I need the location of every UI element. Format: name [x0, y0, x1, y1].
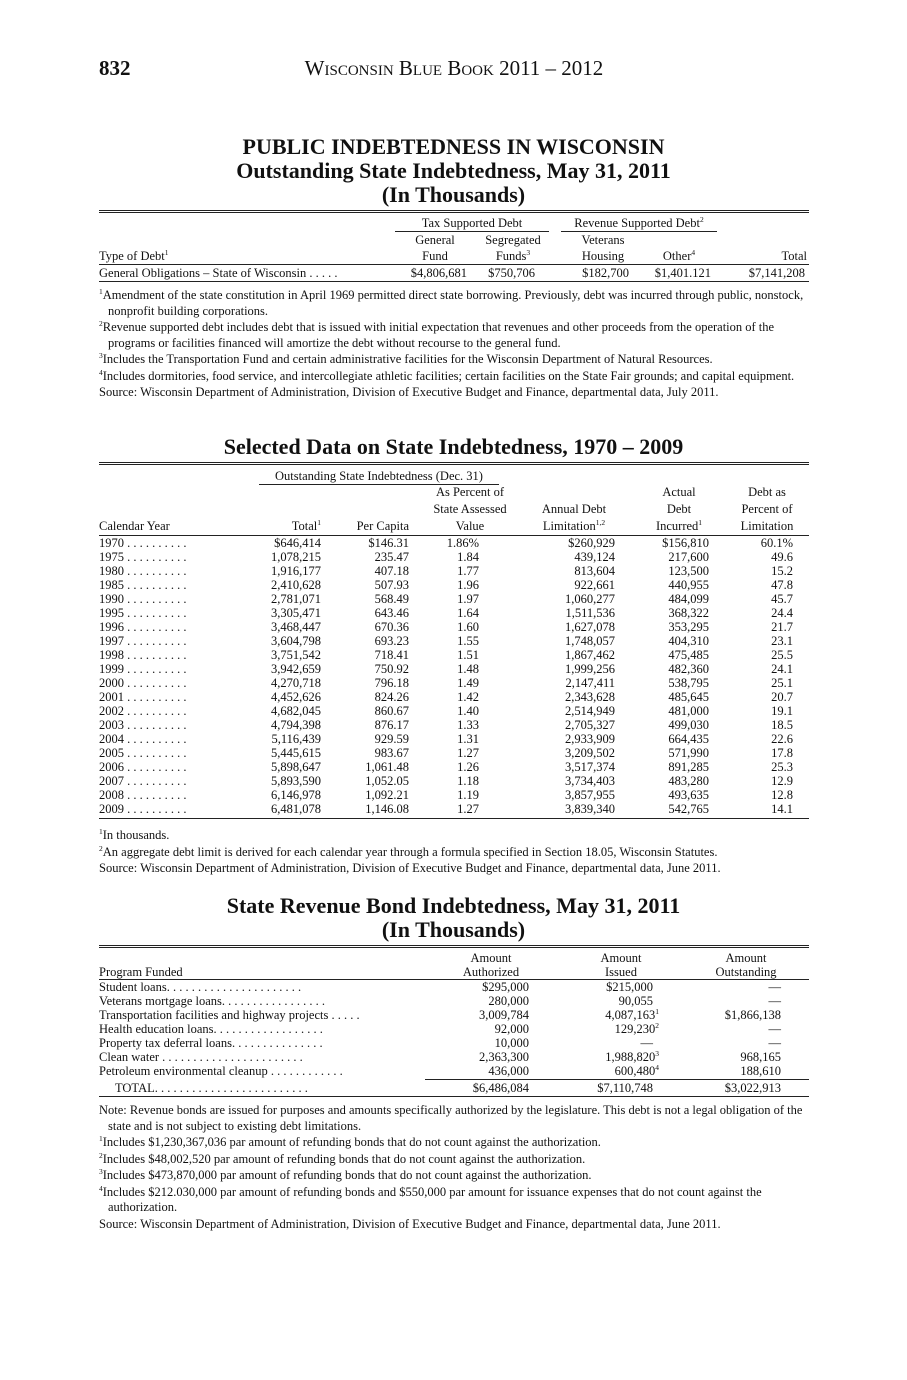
header-actual-3: Incurred$^1$ [655, 518, 703, 533]
table-cell: 25.1 [771, 676, 793, 690]
table-row [99, 620, 809, 632]
table-cell: 12.8 [771, 788, 793, 802]
table-cell: 568.49 [374, 592, 409, 606]
table-cell: 407.18 [374, 564, 409, 578]
section3-title: State Revenue Bond Indebtedness, May 31, 2011 [226, 893, 681, 918]
table-cell: 1,627,078 [565, 620, 615, 634]
cell-outstanding: $1,866,138 [724, 1008, 781, 1022]
table-cell: 22.6 [771, 732, 793, 746]
table-row [99, 550, 809, 562]
table-row [99, 774, 809, 786]
cell-issued: 1,988,820$^3$ [605, 1049, 659, 1064]
table-cell: 2,514,949 [565, 704, 615, 718]
footnote: $^4$Includes dormitories, food service, and intercollegiate athletic facilities; certain facilities on the State Fair grounds; and capital equipment. [99, 367, 795, 383]
header-pct-1: As Percent of [435, 485, 505, 499]
header-program-funded: Program Funded [99, 965, 183, 979]
header-actual-1: Actual [662, 485, 696, 499]
table-cell: 21.7 [771, 620, 793, 634]
table-cell: 368,322 [668, 606, 709, 620]
table-cell: 3,751,542 [271, 648, 321, 662]
table-cell: 1.97 [457, 592, 479, 606]
section3-units: (In Thousands) [381, 917, 526, 942]
table-bottom-rule [99, 281, 809, 282]
table-cell: $646,414 [274, 536, 321, 550]
table-cell: 1.51 [457, 648, 479, 662]
page-header [99, 56, 809, 82]
cell-year: 2005 . . . . . . . . . . [99, 746, 187, 760]
table-cell: 499,030 [668, 718, 709, 732]
table-cell: 2,933,909 [565, 732, 615, 746]
table-cell: 14.1 [771, 802, 793, 816]
table-cell: 813,604 [574, 564, 615, 578]
table-cell: 45.7 [771, 592, 793, 606]
footnote: $^2$An aggregate debt limit is derived for each calendar year through a formula specified in Section 18.05, Wisconsin Statutes. [99, 843, 718, 859]
cell-outstanding: — [768, 980, 781, 994]
header-actual-2: Debt [666, 502, 692, 516]
table-cell: 4,794,398 [271, 718, 321, 732]
cell-issued: — [640, 1036, 653, 1050]
cell-general-fund: $4,806,681 [410, 266, 467, 280]
footnote: $^2$Revenue supported debt includes debt that is issued with initial expectation that revenues and other proceeds from the operation of the programs or facilities financed will amortize the debt without recourse to the general fund. [99, 319, 775, 350]
cell-year: 1998 . . . . . . . . . . [99, 648, 187, 662]
table-bottom-rule [99, 1096, 809, 1097]
source-note: Source: Wisconsin Department of Administration, Division of Executive Budget and Finance, departmental data, June 2011. [99, 861, 721, 875]
cell-outstanding: — [768, 994, 781, 1008]
table-cell: 60.1% [760, 536, 793, 550]
table-row [99, 760, 809, 772]
table-cell: 1,511,536 [565, 606, 615, 620]
cell-program: Property tax deferral loans. . . . . . . . . . . . . . . [99, 1036, 323, 1050]
table-row [99, 606, 809, 618]
header-type-of-debt: Type of Debt$^1$ [99, 248, 169, 263]
table-cell: 1,092.21 [365, 788, 409, 802]
header-authorized-2: Authorized [462, 965, 520, 979]
table-cell: 664,435 [668, 732, 709, 746]
cell-total: $7,141,208 [748, 266, 805, 280]
total-authorized: $6,486,084 [472, 1081, 529, 1095]
table-row [99, 648, 809, 660]
table-cell: 1.84 [457, 550, 479, 564]
table-cell: 571,990 [668, 746, 709, 760]
table-cell: 922,661 [574, 578, 615, 592]
cell-program: Clean water . . . . . . . . . . . . . . . . . . . . . . . [99, 1050, 303, 1064]
table-cell: 1.40 [457, 704, 479, 718]
table-cell: 493,635 [668, 788, 709, 802]
table-cell: 718.41 [374, 648, 409, 662]
cell-program: Veterans mortgage loans. . . . . . . . . . . . . . . . . [99, 994, 326, 1008]
cell-year: 2001 . . . . . . . . . . [99, 690, 187, 704]
table-row [99, 718, 809, 730]
cell-year: 2007 . . . . . . . . . . [99, 774, 187, 788]
table-cell: 4,682,045 [271, 704, 321, 718]
table-cell: 1.48 [457, 662, 479, 676]
table-cell: 876.17 [374, 718, 409, 732]
header-pct-2: State Assessed [433, 502, 507, 516]
header-pct-3: Value [455, 519, 485, 533]
cell-authorized: 436,000 [488, 1064, 529, 1078]
cell-year: 1970 . . . . . . . . . . [99, 536, 187, 550]
table-cell: 1.33 [457, 718, 479, 732]
table-row [99, 564, 809, 576]
cell-authorized: 280,000 [488, 994, 529, 1008]
header-annual-1: Annual Debt [541, 502, 607, 516]
cell-issued: 90,055 [618, 994, 653, 1008]
source-note: Source: Wisconsin Department of Administration, Division of Executive Budget and Finance, departmental data, July 2011. [99, 385, 719, 399]
cell-year: 2004 . . . . . . . . . . [99, 732, 187, 746]
cell-year: 2000 . . . . . . . . . . [99, 676, 187, 690]
table-cell: 24.1 [771, 662, 793, 676]
table-cell: 18.5 [771, 718, 793, 732]
table-cell: 929.59 [374, 732, 409, 746]
header-authorized-1: Amount [470, 951, 512, 965]
footnote: $^1$In thousands. [99, 827, 170, 842]
cell-authorized: 92,000 [494, 1022, 529, 1036]
table-top-rule [99, 945, 809, 948]
table-cell: 1.31 [457, 732, 479, 746]
cell-year: 1990 . . . . . . . . . . [99, 592, 187, 606]
table-row [99, 536, 809, 548]
cell-year: 2006 . . . . . . . . . . [99, 760, 187, 774]
header-rule [99, 264, 809, 265]
table-cell: 25.3 [771, 760, 793, 774]
table-cell: 5,445,615 [271, 746, 321, 760]
header-issued-2: Issued [605, 965, 637, 979]
table-row [99, 802, 809, 814]
footnote: $^3$Includes $473,870,000 par amount of refunding bonds that do not count against the authorization. [99, 1167, 592, 1182]
table-cell: 3,942,659 [271, 662, 321, 676]
table-cell: 891,285 [668, 760, 709, 774]
cell-year: 1975 . . . . . . . . . . [99, 550, 187, 564]
cell-year: 1995 . . . . . . . . . . [99, 606, 187, 620]
section2-title: Selected Data on State Indebtedness, 1970 – 2009 [223, 434, 684, 459]
cell-year: 1985 . . . . . . . . . . [99, 578, 187, 592]
table-cell: 1.42 [457, 690, 479, 704]
cell-year: 1980 . . . . . . . . . . [99, 564, 187, 578]
table-cell: 1.96 [457, 578, 479, 592]
table-cell: 5,898,647 [271, 760, 321, 774]
table-cell: 1,146.08 [365, 802, 409, 816]
table-cell: 1,052.05 [365, 774, 409, 788]
table-cell: 538,795 [668, 676, 709, 690]
table-cell: 507.93 [374, 578, 409, 592]
header-debtpct-1: Debt as [748, 485, 786, 499]
table-cell: 2,147,411 [565, 676, 615, 690]
table-cell: 19.1 [771, 704, 793, 718]
cell-issued: 4,087,163$^1$ [605, 1007, 659, 1022]
total-issued: $7,110,748 [597, 1081, 653, 1095]
table-row [99, 1064, 809, 1076]
table-cell: $260,929 [568, 536, 615, 550]
cell-veterans: $182,700 [582, 266, 629, 280]
footnote: $^4$Includes $212.030,000 par amount of refunding bonds and $550,000 par amount for issuance expenses that do not count against the authorization. [99, 1183, 762, 1214]
table-cell: 1.60 [457, 620, 479, 634]
table-cell: 123,500 [668, 564, 709, 578]
footnote: $^3$Includes the Transportation Fund and certain administrative facilities for the Wisconsin Department of Natural Resources. [99, 351, 713, 366]
table-row [99, 980, 809, 992]
cell-year: 1997 . . . . . . . . . . [99, 634, 187, 648]
table-cell: 482,360 [668, 662, 709, 676]
section2-notes [99, 828, 809, 878]
table-cell: 4,270,718 [271, 676, 321, 690]
row-general-obligations: General Obligations – State of Wisconsin . . . . . [99, 266, 338, 280]
footnote: $^1$Amendment of the state constitution in April 1969 permitted direct state borrowing. Previously, debt was incurred through public, nonstock, nonprofit building corporations. [99, 287, 804, 318]
table-cell: 1,078,215 [271, 550, 321, 564]
table-cell: 12.9 [771, 774, 793, 788]
table-cell: 643.46 [374, 606, 409, 620]
table-cell: 6,146,978 [271, 788, 321, 802]
table-top-rule [99, 462, 809, 465]
cell-segregated: $750,706 [488, 266, 535, 280]
cell-other: $1,401.121 [654, 266, 711, 280]
table-cell: 1,060,277 [565, 592, 615, 606]
table-row [99, 676, 809, 688]
cell-program: Transportation facilities and highway projects . . . . . [99, 1008, 360, 1022]
cell-year: 2003 . . . . . . . . . . [99, 718, 187, 732]
table-cell: 23.1 [771, 634, 793, 648]
selected-data-table [99, 462, 809, 822]
header-outstanding-2: Outstanding [715, 965, 777, 979]
table-row [99, 1022, 809, 1034]
footnote: $^1$Includes $1,230,367,036 par amount of refunding bonds that do not count against the authorization. [99, 1134, 601, 1149]
table-cell: 1,867,462 [565, 648, 615, 662]
total-outstanding: $3,022,913 [724, 1081, 781, 1095]
table-row [99, 746, 809, 758]
total-row-label: TOTAL. . . . . . . . . . . . . . . . . . . . . . . . . [115, 1081, 308, 1095]
table-cell: 1.49 [457, 676, 479, 690]
table-cell: 3,734,403 [565, 774, 615, 788]
table-cell: 1.86% [446, 536, 479, 550]
revenue-bond-table [99, 945, 809, 1100]
table-row [99, 1050, 809, 1062]
cell-program: Health education loans. . . . . . . . . . . . . . . . . . [99, 1022, 323, 1036]
group-header-tax-supported: Tax Supported Debt [395, 216, 549, 232]
section1-units: (In Thousands) [381, 182, 526, 207]
table-cell: 481,000 [668, 704, 709, 718]
section3-notes [99, 1103, 809, 1233]
header-segregated-2: Funds$^3$ [495, 248, 531, 263]
header-segregated-1: Segregated [485, 233, 541, 247]
table-row [99, 578, 809, 590]
table-cell: 15.2 [771, 564, 793, 578]
cell-authorized: $295,000 [482, 980, 529, 994]
note-main: Note: Revenue bonds are issued for purposes and amounts specifically authorized by the legislature. This debt is not a legal obligation of the state and is not subject to existing debt limitations. [99, 1103, 803, 1133]
cell-year: 2008 . . . . . . . . . . [99, 788, 187, 802]
header-general-fund-2: Fund [422, 249, 448, 263]
group-header-revenue-supported: Revenue Supported Debt$^2$ [561, 216, 717, 232]
table-row [99, 704, 809, 716]
table-cell: 860.67 [374, 704, 409, 718]
header-other: Other$^4$ [662, 248, 696, 263]
header-general-fund-1: General [415, 233, 455, 247]
table-row [99, 1008, 809, 1020]
cell-year: 2009 . . . . . . . . . . [99, 802, 187, 816]
table-cell: 1.27 [457, 746, 479, 760]
table-cell: 475,485 [668, 648, 709, 662]
table-row [99, 788, 809, 800]
header-annual-2: Limitation$^{1,2}$ [542, 518, 606, 533]
cell-issued: 129,230$^2$ [614, 1021, 659, 1036]
cell-issued: $215,000 [606, 980, 653, 994]
table-cell: 3,468,447 [271, 620, 321, 634]
table-cell: 1,061.48 [365, 760, 409, 774]
table-cell: 439,124 [574, 550, 615, 564]
table-top-rule [99, 210, 809, 213]
header-debtpct-3: Limitation [740, 519, 794, 533]
table-cell: 750.92 [374, 662, 409, 676]
subtotal-rule [425, 1079, 809, 1080]
table-cell: $146.31 [368, 536, 409, 550]
header-veterans-1: Veterans [581, 233, 625, 247]
table-row [99, 732, 809, 744]
table-cell: 1.55 [457, 634, 479, 648]
table-cell: 824.26 [374, 690, 409, 704]
table-cell: 20.7 [771, 690, 793, 704]
table-cell: 1.19 [457, 788, 479, 802]
header-per-capita: Per Capita [356, 519, 409, 533]
table-cell: 353,295 [668, 620, 709, 634]
table-cell: 4,452,626 [271, 690, 321, 704]
table-cell: 47.8 [771, 578, 793, 592]
section1-subtitle: Outstanding State Indebtedness, May 31, 2011 [236, 158, 671, 183]
table-cell: 670.36 [374, 620, 409, 634]
table-cell: 1.77 [457, 564, 479, 578]
footnote: $^2$Includes $48,002,520 par amount of refunding bonds that do not count against the authorization. [99, 1150, 586, 1166]
table-row [99, 1036, 809, 1048]
table-cell: 24.4 [771, 606, 793, 620]
cell-program: Student loans. . . . . . . . . . . . . . . . . . . . . . [99, 980, 302, 994]
table-cell: 5,116,439 [271, 732, 321, 746]
table-row [99, 634, 809, 646]
table-cell: 1.26 [457, 760, 479, 774]
table-cell: 485,645 [668, 690, 709, 704]
cell-program: Petroleum environmental cleanup . . . . . . . . . . . . [99, 1064, 343, 1078]
header-total: Total [781, 249, 807, 263]
cell-year: 1996 . . . . . . . . . . [99, 620, 187, 634]
table-cell: 3,857,955 [565, 788, 615, 802]
cell-outstanding: 188,610 [740, 1064, 781, 1078]
cell-year: 2002 . . . . . . . . . . [99, 704, 187, 718]
cell-outstanding: — [768, 1022, 781, 1036]
table-row [99, 592, 809, 604]
cell-authorized: 2,363,300 [479, 1050, 529, 1064]
cell-authorized: 10,000 [494, 1036, 529, 1050]
table-cell: 3,209,502 [565, 746, 615, 760]
cell-authorized: 3,009,784 [479, 1008, 529, 1022]
table-cell: 1.64 [457, 606, 479, 620]
outstanding-debt-table [99, 210, 809, 285]
header-debtpct-2: Percent of [741, 502, 793, 516]
running-title: Wisconsin Blue Book 2011 – 2012 [304, 56, 604, 80]
table-cell: 542,765 [668, 802, 709, 816]
table-cell: 3,305,471 [271, 606, 321, 620]
table-cell: 3,839,340 [565, 802, 615, 816]
cell-outstanding: 968,165 [740, 1050, 781, 1064]
table-cell: 1.27 [457, 802, 479, 816]
table-row [99, 690, 809, 702]
table-row [99, 662, 809, 674]
header-veterans-2: Housing [581, 249, 625, 263]
table-cell: 2,410,628 [271, 578, 321, 592]
table-cell: 5,893,590 [271, 774, 321, 788]
section1-notes [99, 288, 809, 402]
cell-issued: 600,480$^4$ [614, 1063, 659, 1078]
table-cell: 1.18 [457, 774, 479, 788]
table-cell: 3,604,798 [271, 634, 321, 648]
table-cell: 693.23 [374, 634, 409, 648]
table-cell: 217,600 [668, 550, 709, 564]
source-note: Source: Wisconsin Department of Administration, Division of Executive Budget and Finance, departmental data, June 2011. [99, 1216, 721, 1231]
header-total: Total$^1$ [291, 518, 321, 533]
table-cell: 17.8 [771, 746, 793, 760]
cell-year: 1999 . . . . . . . . . . [99, 662, 187, 676]
table-cell: 49.6 [771, 550, 793, 564]
cell-outstanding: — [768, 1036, 781, 1050]
table-cell: 484,099 [668, 592, 709, 606]
header-issued-1: Amount [600, 951, 642, 965]
table-cell: 983.67 [374, 746, 409, 760]
table-cell: 483,280 [668, 774, 709, 788]
table-cell: 235.47 [374, 550, 409, 564]
table-cell: 2,343,628 [565, 690, 615, 704]
header-outstanding-1: Amount [725, 951, 767, 965]
group-header-outstanding: Outstanding State Indebtedness (Dec. 31) [259, 469, 499, 485]
table-cell: 2,781,071 [271, 592, 321, 606]
table-cell: 440,955 [668, 578, 709, 592]
table-cell: 1,916,177 [271, 564, 321, 578]
section1-title: PUBLIC INDEBTEDNESS IN WISCONSIN [242, 134, 665, 159]
header-calendar-year: Calendar Year [99, 519, 170, 533]
table-cell: 2,705,327 [565, 718, 615, 732]
table-cell: 404,310 [668, 634, 709, 648]
page-number: 832 [99, 56, 131, 80]
table-cell: 3,517,374 [565, 760, 615, 774]
table-bottom-rule [99, 818, 809, 819]
table-cell: $156,810 [662, 536, 709, 550]
table-cell: 25.5 [771, 648, 793, 662]
table-row [99, 994, 809, 1006]
table-cell: 6,481,078 [271, 802, 321, 816]
table-cell: 796.18 [374, 676, 409, 690]
table-cell: 1,748,057 [565, 634, 615, 648]
table-cell: 1,999,256 [565, 662, 615, 676]
